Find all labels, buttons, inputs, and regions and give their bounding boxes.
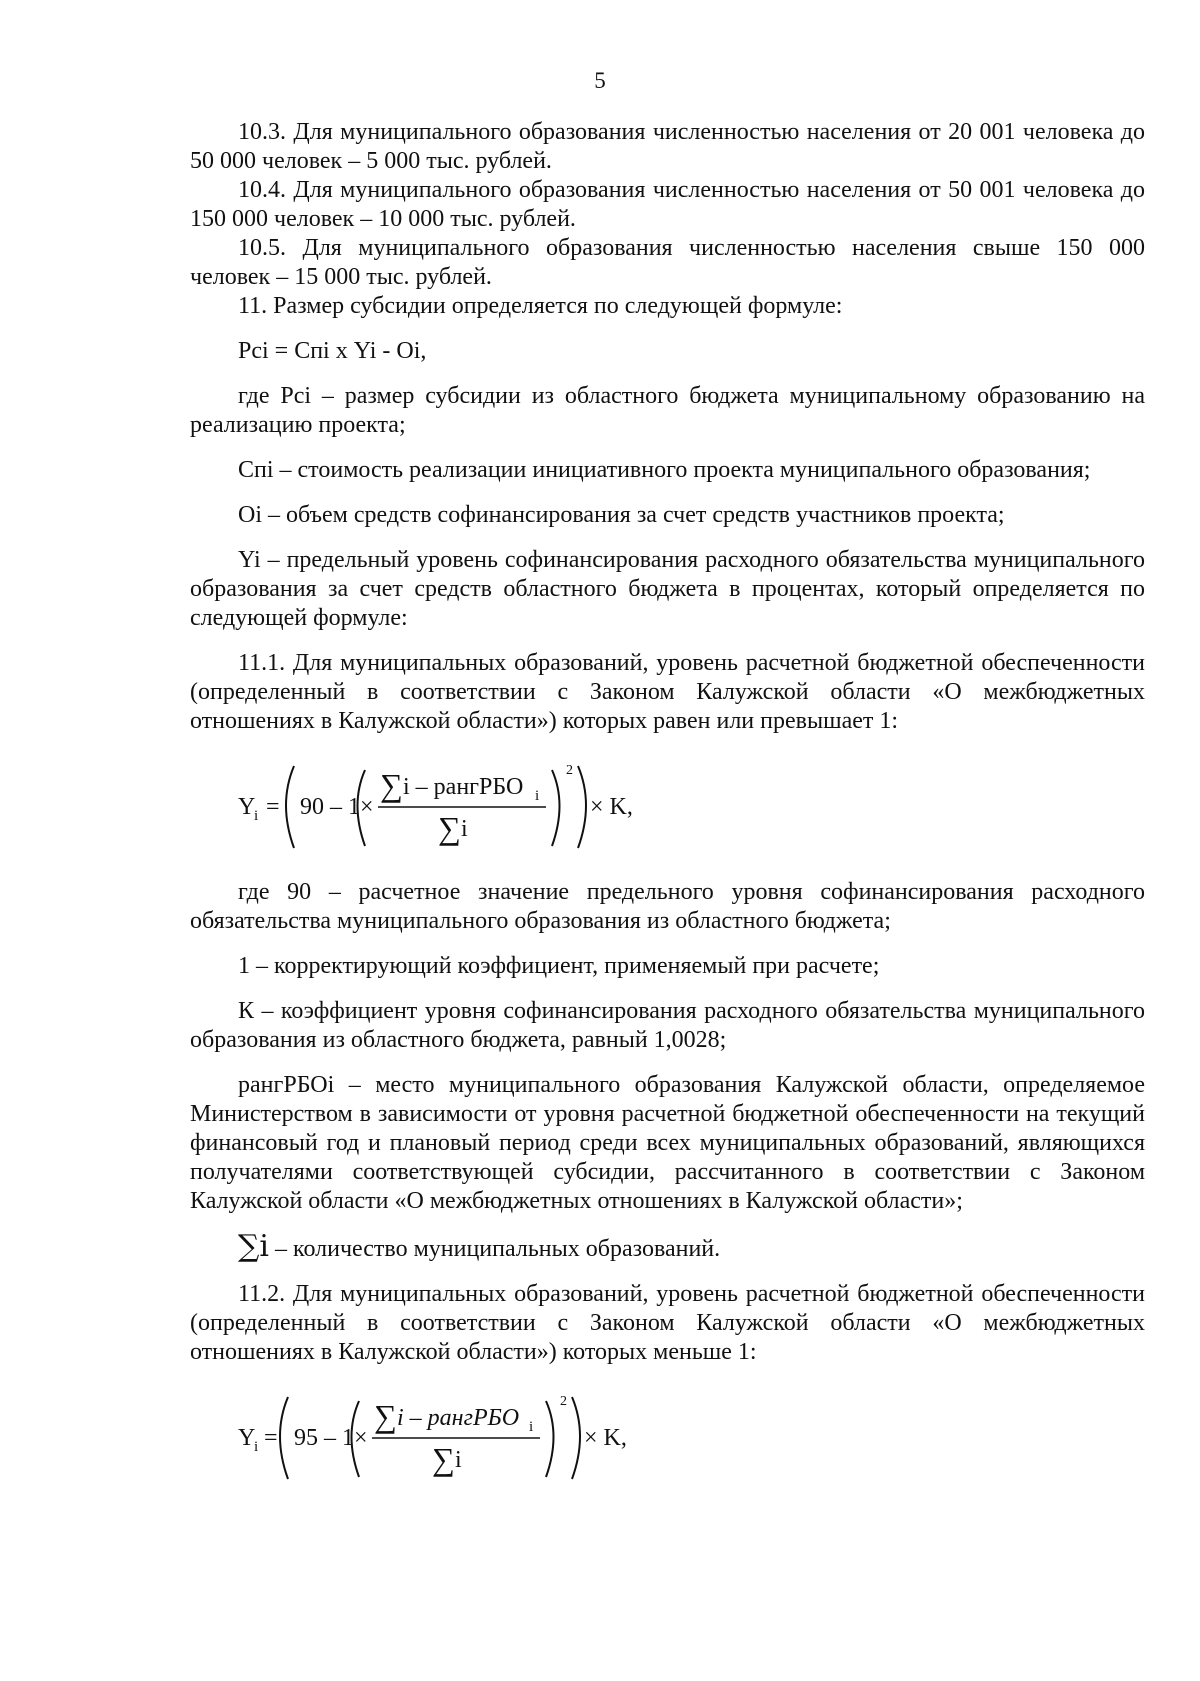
sum-symbol: ∑i (238, 1229, 270, 1264)
paragraph-10-3: 10.3. Для муниципального образования численностью населения от 20 001 человека до 50 000 человек – 5 000 тыс. рублей. (190, 119, 1145, 174)
formula2-denominator-sum: ∑ (432, 1441, 455, 1477)
where-spi: Спi – стоимость реализации инициативного проекта муниципального образования; (238, 457, 1091, 483)
formula1-lhs-sub: i (254, 808, 259, 824)
where-pci: где Рсi – размер субсидии из областного бюджета муниципальному образованию на реализацию проекта; (190, 383, 1145, 438)
document-body (190, 118, 1145, 1493)
formula2-eq: = (264, 1425, 278, 1451)
formula-main: Рсi = Спi х Yi - Оi, (238, 338, 427, 364)
formula-yi-case-2-svg (190, 1383, 1145, 1493)
formula2-lhs: Y (238, 1425, 256, 1451)
formula2-numerator: i – рангРБО (397, 1405, 520, 1431)
formula2-tail: × K, (584, 1425, 627, 1451)
formula1-numerator-sub: i (535, 788, 540, 804)
formula2-outer-close-paren (572, 1397, 580, 1479)
formula1-numerator-sum: ∑ (380, 767, 403, 803)
paragraph-11: 11. Размер субсидии определяется по следующей формуле: (238, 293, 843, 319)
formula2-outer-open-paren (280, 1397, 288, 1479)
where-rang: рангРБОi – место муниципального образования Калужской области, определяемое Министерством в зависимости от уровня расчетной бюджетной обеспеченности на текущий финансовый год и плановый период среди всех муниципальных образований, являющихся получателями соответствующей субсидии, рассчитанного в соответствии с Законом Калужской области «О межбюджетных отношениях в Калужской области»; (190, 1072, 1145, 1214)
formula1-outer-open-paren (286, 766, 294, 848)
where-yi: Yi – предельный уровень софинансирования расходного обязательства муниципального образования за счет средств областного бюджета в процентах, который определяется по следующей формуле: (190, 547, 1145, 631)
where-k: К – коэффициент уровня софинансирования расходного обязательства муниципального образования из областного бюджета, равный 1,0028; (190, 998, 1145, 1053)
where-sum (190, 1229, 1145, 1264)
formula1-inner-close-paren (552, 770, 560, 846)
formula1-base: 90 – 1× (300, 794, 374, 820)
formula2-numerator-sub: i (529, 1419, 534, 1435)
formula2-denominator: i (455, 1447, 462, 1473)
where-oi: Оi – объем средств софинансирования за счет средств участников проекта; (238, 502, 1005, 528)
paragraph-10-5: 10.5. Для муниципального образования численностью населения свыше 150 000 человек – 15 000 тыс. рублей. (190, 235, 1145, 290)
formula1-outer-close-paren (578, 766, 586, 848)
formula2-numerator-sum: ∑ (374, 1398, 397, 1434)
paragraph-11-1: 11.1. Для муниципальных образований, уровень расчетной бюджетной обеспеченности (определенный в соответствии с Законом Калужской области «О межбюджетных отношениях в Калужской области») которых равен или превышает 1: (190, 650, 1145, 734)
where-1: 1 – корректирующий коэффициент, применяемый при расчете; (238, 953, 880, 979)
formula2-inner-close-paren (546, 1401, 554, 1477)
where-sum-text: – количество муниципальных образований. (275, 1236, 721, 1262)
formula1-denominator-sum: ∑ (438, 810, 461, 846)
formula1-eq: = (266, 794, 280, 820)
formula2-base: 95 – 1× (294, 1425, 368, 1451)
page-number: 5 (594, 68, 606, 93)
where-90: где 90 – расчетное значение предельного уровня софинансирования расходного обязательства муниципального образования из областного бюджета; (190, 879, 1145, 934)
formula1-power: 2 (566, 763, 573, 778)
formula-yi-case-1 (190, 752, 1145, 862)
formula-yi-case-1-svg (190, 752, 1145, 862)
paragraph-10-4: 10.4. Для муниципального образования численностью населения от 50 001 человека до 150 000 человек – 10 000 тыс. рублей. (190, 177, 1145, 232)
formula1-tail: × K, (590, 794, 633, 820)
formula2-lhs-sub: i (254, 1439, 259, 1455)
formula2-power: 2 (560, 1394, 567, 1409)
formula1-numerator: i – рангРБО (403, 774, 524, 800)
formula1-lhs: Y (238, 794, 256, 820)
formula1-denominator: i (461, 816, 468, 842)
formula-yi-case-2 (190, 1383, 1145, 1493)
paragraph-11-2: 11.2. Для муниципальных образований, уровень расчетной бюджетной обеспеченности (определенный в соответствии с Законом Калужской области «О межбюджетных отношениях в Калужской области») которых меньше 1: (190, 1281, 1145, 1365)
